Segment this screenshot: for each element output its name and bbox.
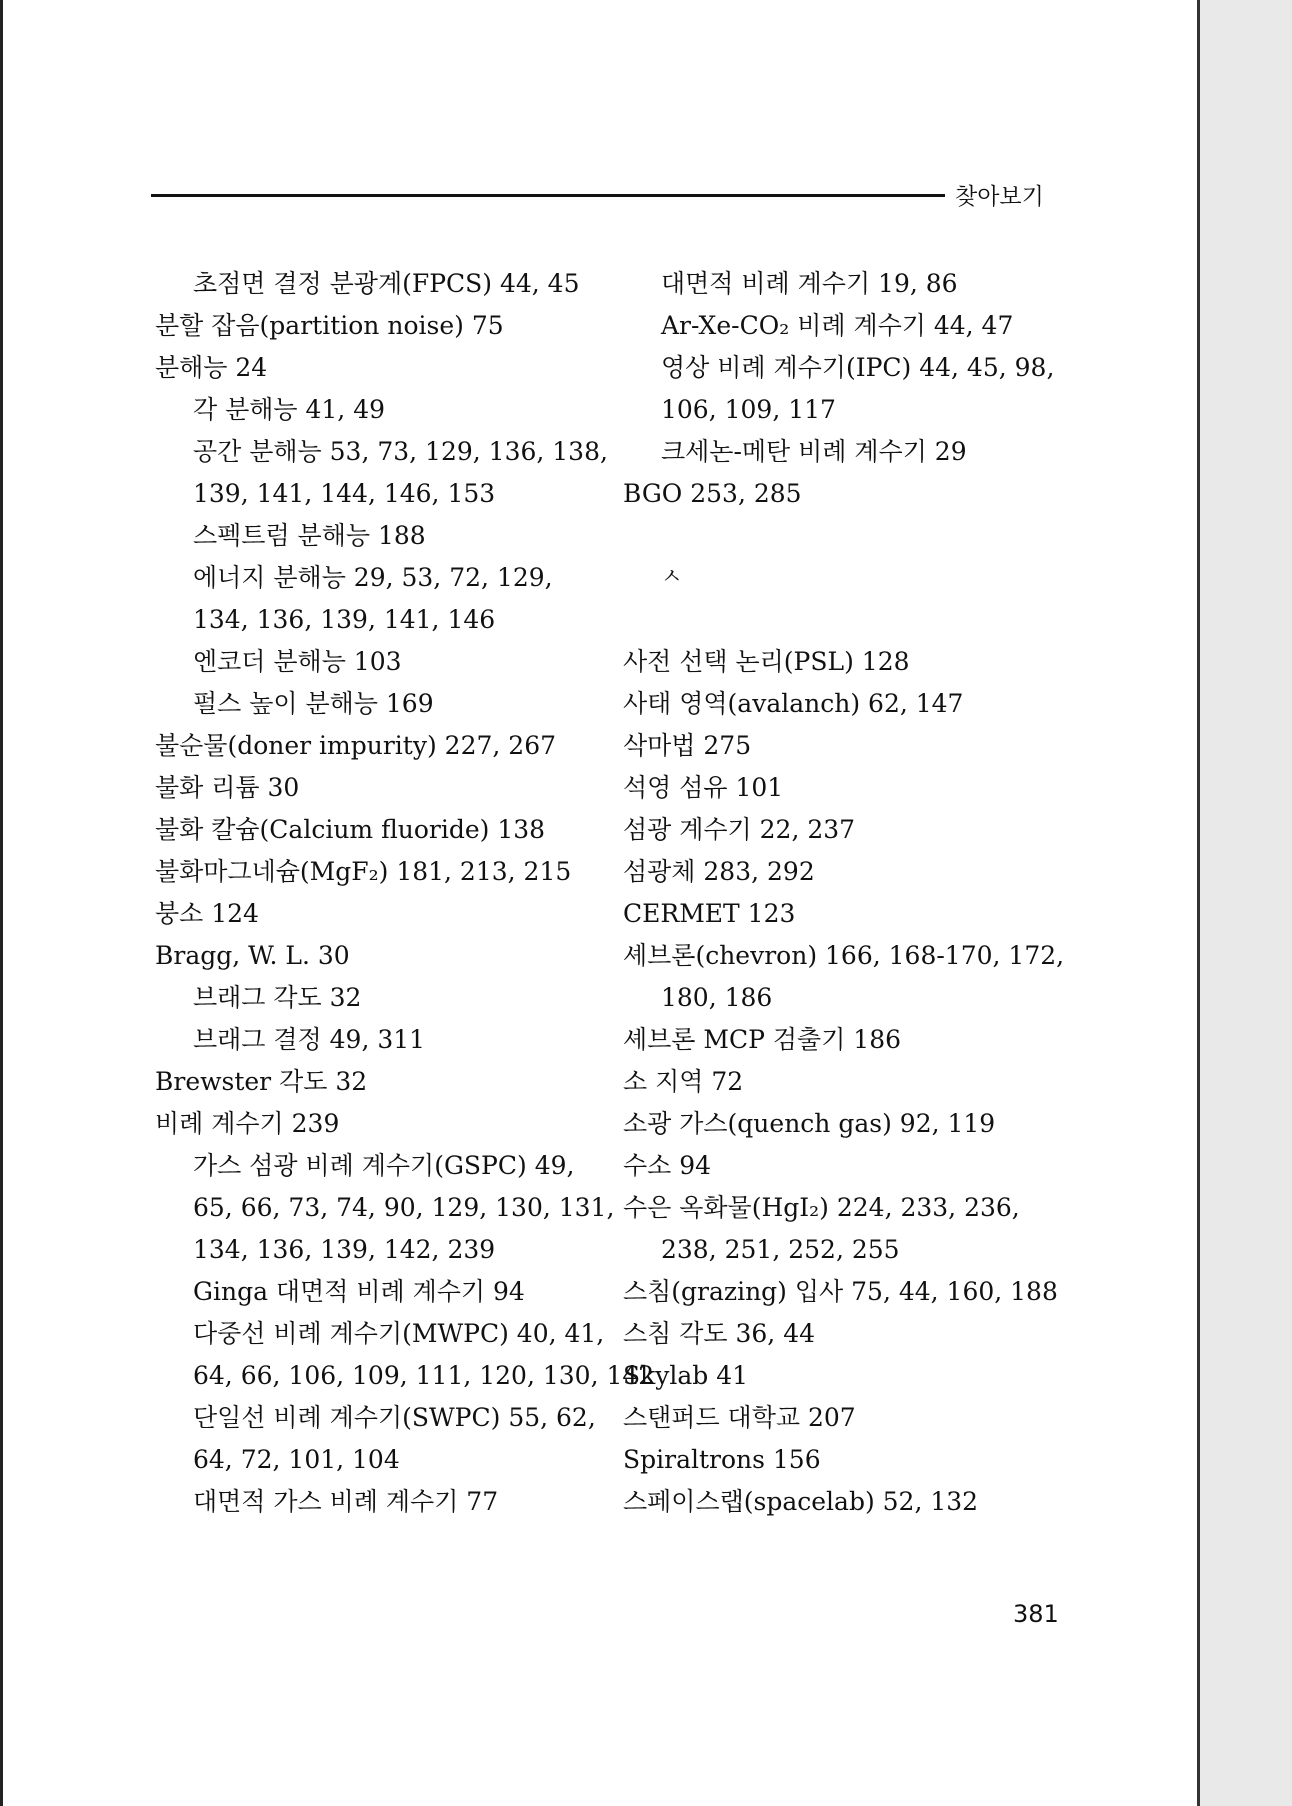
header-rule [151, 194, 945, 197]
index-subentry: 초점면 결정 분광계(FPCS) 44, 45 [193, 269, 580, 298]
index-entry: 수은 옥화물(HgI₂) 224, 233, 236, [623, 1193, 1020, 1222]
index-entry: 스침 각도 36, 44 [623, 1319, 816, 1348]
index-entry: Spiraltrons 156 [623, 1445, 821, 1474]
index-subentry: 단일선 비례 계수기(SWPC) 55, 62, [193, 1403, 596, 1432]
index-entry: 셰브론(chevron) 166, 168-170, 172, [623, 941, 1065, 970]
spacer [623, 515, 1093, 557]
index-subentry: 65, 66, 73, 74, 90, 129, 130, 131, [193, 1193, 615, 1222]
index-entry: 섬광 계수기 22, 237 [623, 815, 856, 844]
index-subentry: 브래그 결정 49, 311 [193, 1025, 426, 1054]
index-entry: 수소 94 [623, 1151, 712, 1180]
page-number: 381 [1013, 1600, 1059, 1628]
index-subentry: 스펙트럼 분해능 188 [193, 521, 426, 550]
index-subentry: 에너지 분해능 29, 53, 72, 129, [193, 563, 553, 592]
index-subentry: 134, 136, 139, 142, 239 [193, 1235, 496, 1264]
index-entry: Bragg, W. L. 30 [155, 941, 350, 970]
index-entry: 불화마그네슘(MgF₂) 181, 213, 215 [155, 857, 572, 886]
index-subentry: 펄스 높이 분해능 169 [193, 689, 434, 718]
index-subentry: 64, 72, 101, 104 [193, 1445, 400, 1474]
index-subentry: 브래그 각도 32 [193, 983, 362, 1012]
index-entry: Brewster 각도 32 [155, 1067, 368, 1096]
index-subentry: 134, 136, 139, 141, 146 [193, 605, 496, 634]
page-header-title: 찾아보기 [955, 184, 1044, 210]
index-entry: 불순물(doner impurity) 227, 267 [155, 731, 557, 760]
index-entry: 스탠퍼드 대학교 207 [623, 1403, 856, 1432]
index-subentry: 다중선 비례 계수기(MWPC) 40, 41, [193, 1319, 605, 1348]
index-subentry: Ar-Xe-CO₂ 비례 계수기 44, 47 [661, 311, 1014, 340]
index-column-left [155, 263, 655, 1523]
index-entry: 사전 선택 논리(PSL) 128 [623, 647, 910, 676]
index-column-right [623, 263, 1093, 1523]
index-subentry: 영상 비례 계수기(IPC) 44, 45, 98, [661, 353, 1055, 382]
index-entry: 분할 잡음(partition noise) 75 [155, 311, 504, 340]
index-entry: 소 지역 72 [623, 1067, 744, 1096]
index-entry: 분해능 24 [155, 353, 268, 382]
index-subentry: 가스 섬광 비례 계수기(GSPC) 49, [193, 1151, 575, 1180]
index-entry: 사태 영역(avalanch) 62, 147 [623, 689, 964, 718]
index-subentry: Ginga 대면적 비례 계수기 94 [193, 1277, 525, 1306]
index-entry: 비례 계수기 239 [155, 1109, 340, 1138]
index-entry: Skylab 41 [623, 1361, 749, 1390]
index-entry: 섬광체 283, 292 [623, 857, 815, 886]
section-letter: ㅅ [661, 565, 683, 590]
spacer [623, 599, 1093, 641]
index-entry: 불화 리튬 30 [155, 773, 300, 802]
index-subentry: 238, 251, 252, 255 [661, 1235, 900, 1264]
index-subentry: 139, 141, 144, 146, 153 [193, 479, 496, 508]
index-subentry: 엔코더 분해능 103 [193, 647, 402, 676]
index-subentry: 106, 109, 117 [661, 395, 836, 424]
index-entry: 삭마법 275 [623, 731, 752, 760]
index-entry: 소광 가스(quench gas) 92, 119 [623, 1109, 996, 1138]
index-subentry: 64, 66, 106, 109, 111, 120, 130, 142 [193, 1361, 655, 1390]
index-subentry: 공간 분해능 53, 73, 129, 136, 138, [193, 437, 608, 466]
index-entry: CERMET 123 [623, 899, 796, 928]
index-entry: 스침(grazing) 입사 75, 44, 160, 188 [623, 1277, 1058, 1306]
index-subentry: 대면적 비례 계수기 19, 86 [661, 269, 958, 298]
index-subentry: 크세논-메탄 비례 계수기 29 [661, 437, 967, 466]
index-entry: 스페이스랩(spacelab) 52, 132 [623, 1487, 979, 1516]
index-subentry: 대면적 가스 비례 계수기 77 [193, 1487, 499, 1516]
index-entry: 석영 섬유 101 [623, 773, 784, 802]
index-entry: 붕소 124 [155, 899, 259, 928]
index-entry: 셰브론 MCP 검출기 186 [623, 1025, 902, 1054]
index-entry: BGO 253, 285 [623, 479, 802, 508]
index-subentry: 각 분해능 41, 49 [193, 395, 386, 424]
index-subentry: 180, 186 [661, 983, 773, 1012]
index-entry: 불화 칼슘(Calcium fluoride) 138 [155, 815, 546, 844]
